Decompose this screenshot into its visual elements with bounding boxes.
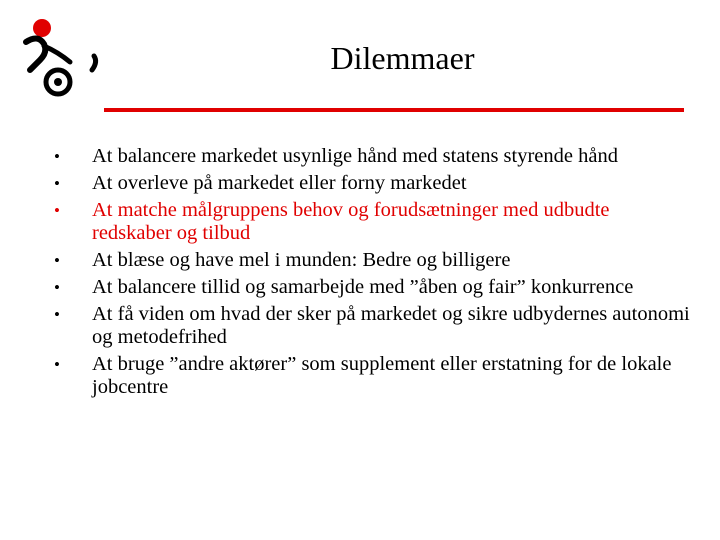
bullet-text: At få viden om hvad der sker på markedet og sikre udbydernes autonomi og metodefrihed: [92, 303, 690, 348]
bullet-item: [54, 353, 694, 399]
bullet-text: At balancere tillid og samarbejde med ”åben og fair” konkurrence: [92, 276, 634, 298]
stick-figure-logo-icon: [22, 16, 104, 100]
bullet-text: At blæse og have mel i munden: Bedre og billigere: [92, 249, 511, 271]
title-divider: [104, 108, 684, 112]
bullet-marker: •: [54, 147, 60, 166]
bullet-marker: •: [54, 305, 60, 324]
bullet-marker: •: [54, 278, 60, 297]
bullet-list: [54, 145, 694, 403]
bullet-marker: •: [54, 174, 60, 193]
bullet-item: [54, 276, 694, 299]
bullet-text: At matche målgruppens behov og forudsætninger med udbudte redskaber og tilbud: [92, 199, 610, 244]
bullet-item: [54, 303, 694, 349]
bullet-item: [54, 249, 694, 272]
bullet-text: At balancere markedet usynlige hånd med statens styrende hånd: [92, 145, 618, 167]
bullet-text: At overleve på markedet eller forny markedet: [92, 172, 467, 194]
bullet-text: At bruge ”andre aktører” som supplement eller erstatning for de lokale jobcentre: [92, 353, 672, 398]
bullet-item: [54, 145, 694, 168]
bullet-marker: •: [54, 201, 60, 220]
slide-title: Dilemmaer: [330, 40, 475, 76]
bullet-item-highlighted: [54, 199, 694, 245]
bullet-marker: •: [54, 251, 60, 270]
bullet-marker: •: [54, 355, 60, 374]
bullet-item: [54, 172, 694, 195]
